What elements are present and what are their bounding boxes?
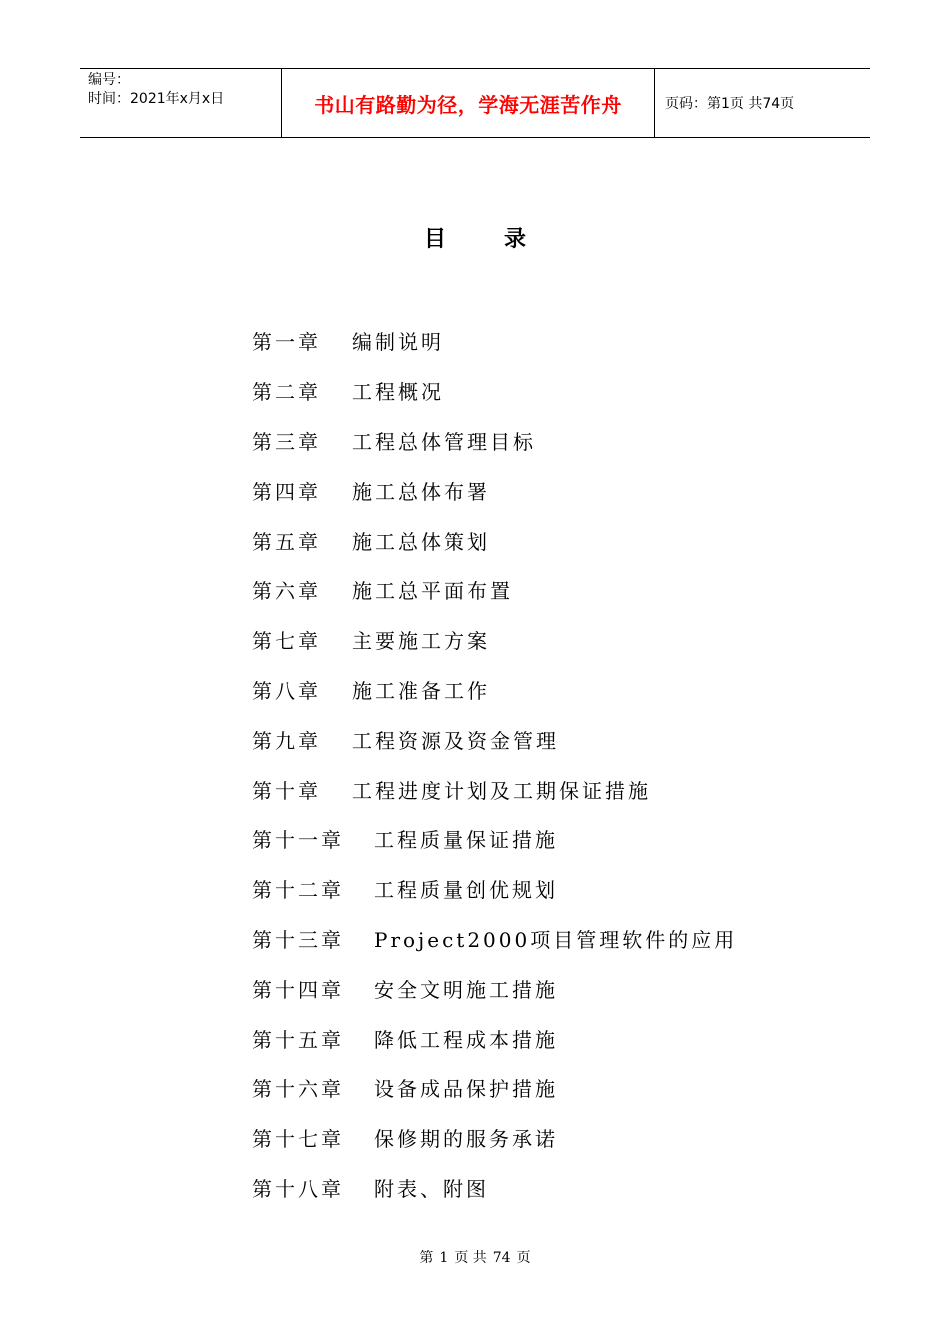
toc-item[interactable]: [252, 764, 892, 814]
footer-page-mid: 页 共: [454, 1250, 487, 1266]
toc-chapter: 第十八章: [252, 1176, 344, 1201]
toc-item[interactable]: [252, 366, 892, 416]
toc-chapter-title: 设备成品保护措施: [374, 1077, 558, 1102]
toc-chapter: 第七章: [252, 629, 321, 654]
toc-chapter: 第十五章: [252, 1027, 344, 1052]
document-number-label: 编号：: [88, 72, 130, 88]
toc-item[interactable]: [252, 1063, 892, 1113]
toc-chapter: 第十四章: [252, 977, 344, 1002]
toc-item[interactable]: [252, 515, 892, 565]
toc-chapter: 第十二章: [252, 878, 344, 903]
toc-chapter: 第二章: [252, 380, 321, 405]
toc-chapter-title: 附表、附图: [374, 1176, 489, 1201]
toc-chapter: 第十七章: [252, 1127, 344, 1152]
table-of-contents: [252, 316, 892, 1212]
toc-chapter: 第六章: [252, 579, 321, 604]
toc-chapter: 第九章: [252, 728, 321, 753]
toc-item[interactable]: [252, 615, 892, 665]
toc-chapter-title: 安全文明施工措施: [374, 977, 558, 1002]
footer-page-prefix: 第: [419, 1250, 434, 1266]
header-meta: [80, 69, 282, 137]
header-page-info: 页码：第1页 共74页: [665, 96, 795, 112]
toc-item[interactable]: [252, 416, 892, 466]
toc-chapter: 第十章: [252, 778, 321, 803]
footer-page-suffix: 页: [516, 1250, 531, 1266]
footer-total-pages: 74: [492, 1250, 511, 1266]
toc-item[interactable]: [252, 1113, 892, 1163]
toc-chapter: 第八章: [252, 678, 321, 703]
toc-item[interactable]: [252, 1163, 892, 1213]
toc-chapter: 第一章: [252, 330, 321, 355]
header-motto: 书山有路勤为径，学海无涯苦作舟: [314, 92, 622, 117]
toc-chapter-title: 降低工程成本措施: [374, 1027, 558, 1052]
toc-chapter-title: 工程总体管理目标: [352, 429, 536, 454]
toc-chapter-title: 工程进度计划及工期保证措施: [352, 778, 651, 803]
toc-chapter-title: 保修期的服务承诺: [374, 1127, 558, 1152]
toc-item[interactable]: [252, 465, 892, 515]
toc-item[interactable]: [252, 914, 892, 964]
document-time: 时间：2021年x月x日: [88, 91, 225, 107]
toc-chapter: 第四章: [252, 479, 321, 504]
toc-chapter-title: 施工准备工作: [352, 678, 490, 703]
toc-chapter-title: 施工总体策划: [352, 529, 490, 554]
toc-item[interactable]: [252, 1013, 892, 1063]
toc-chapter: 第三章: [252, 429, 321, 454]
toc-chapter: 第十三章: [252, 927, 344, 952]
toc-item[interactable]: [252, 565, 892, 615]
page-header: [80, 68, 870, 138]
toc-title: 目录: [423, 226, 584, 252]
toc-item[interactable]: [252, 864, 892, 914]
toc-chapter-title: 编制说明: [352, 330, 444, 355]
toc-chapter-title: 施工总平面布置: [352, 579, 513, 604]
toc-item[interactable]: [252, 814, 892, 864]
toc-item[interactable]: [252, 316, 892, 366]
header-motto-cell: [282, 69, 655, 137]
toc-chapter-title: 工程概况: [352, 380, 444, 405]
toc-chapter-title: 工程资源及资金管理: [352, 728, 559, 753]
toc-chapter: 第五章: [252, 529, 321, 554]
toc-chapter-title: 工程质量创优规划: [374, 878, 558, 903]
toc-item[interactable]: [252, 665, 892, 715]
toc-chapter-title: 主要施工方案: [352, 629, 490, 654]
footer-page-number: 1: [439, 1250, 449, 1266]
toc-chapter-title: 工程质量保证措施: [374, 828, 558, 853]
toc-item[interactable]: [252, 714, 892, 764]
toc-chapter: 第十一章: [252, 828, 344, 853]
toc-chapter-title: 施工总体布署: [352, 479, 490, 504]
page-footer: [0, 1247, 950, 1267]
toc-item[interactable]: [252, 963, 892, 1013]
toc-chapter: 第十六章: [252, 1077, 344, 1102]
toc-chapter-title: Project2000项目管理软件的应用: [374, 927, 738, 952]
